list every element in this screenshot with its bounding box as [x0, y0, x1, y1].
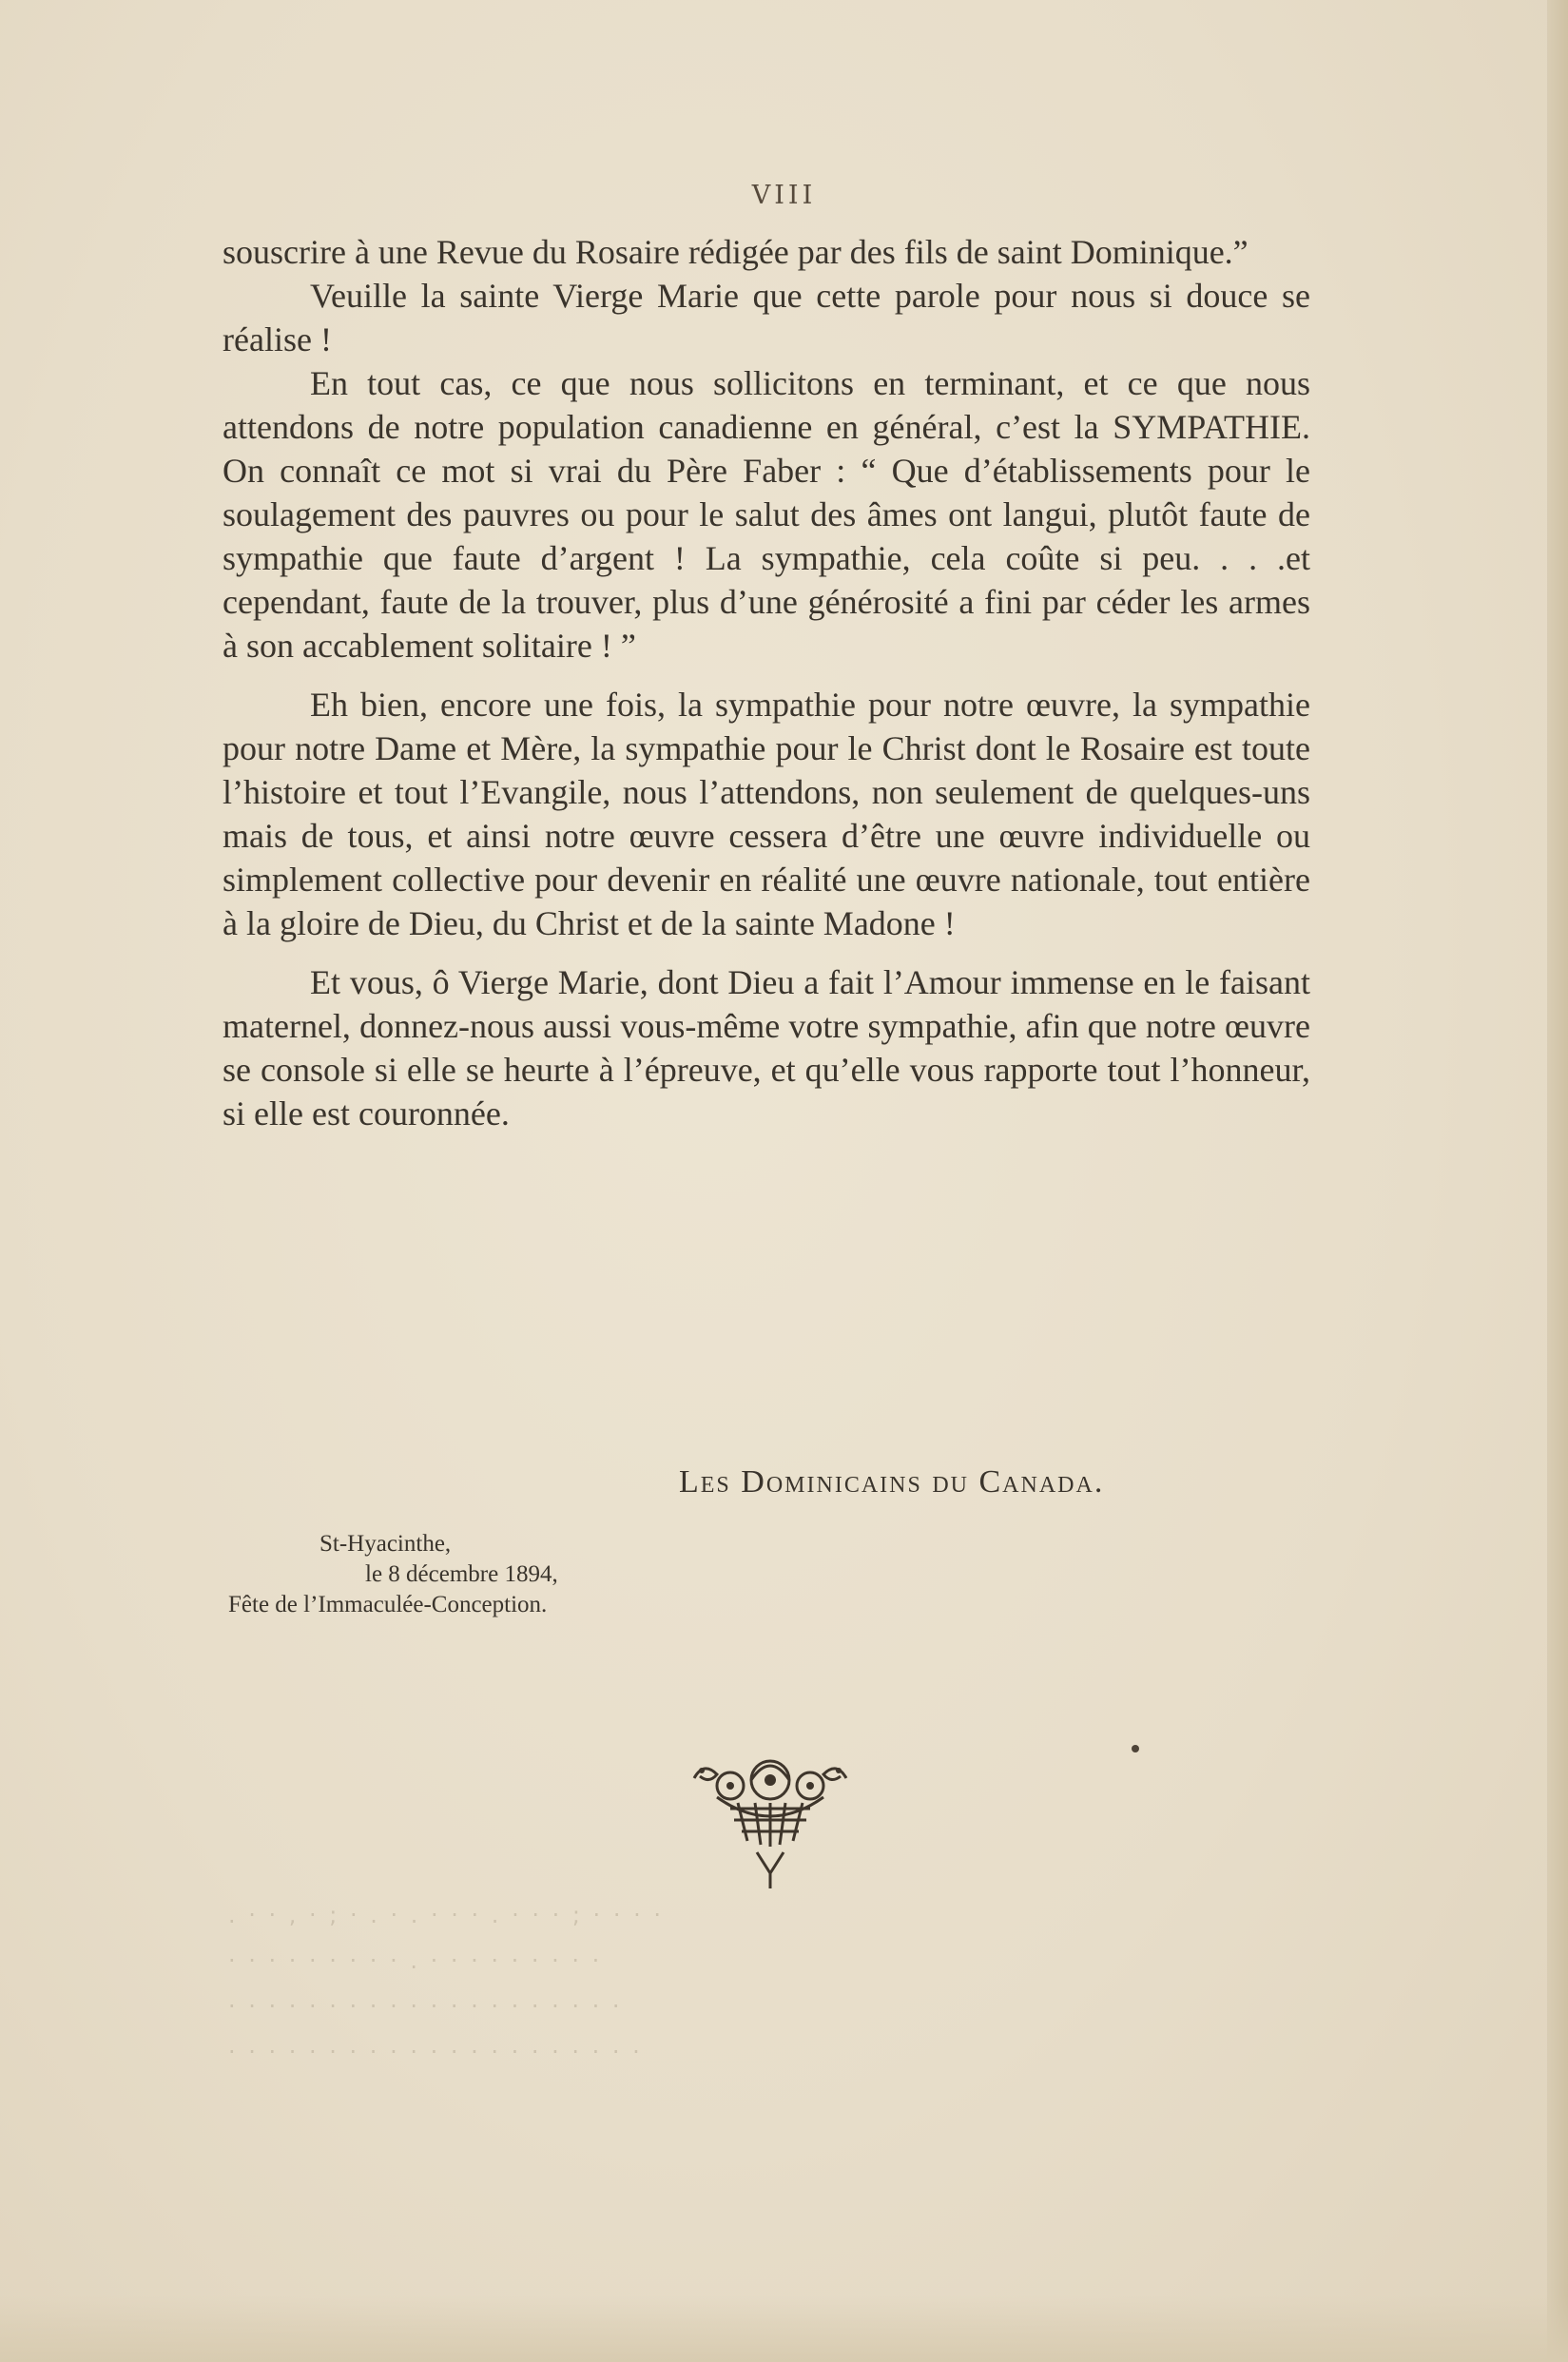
paragraph-3: En tout cas, ce que nous sollicitons en terminant, et ce que nous attendons de notre population canadienne en général, c’est la SYMPATHIE. On connaît ce mot si vrai du Père Faber : “ Que d’établissements pour le soulagement des pauvres ou pour le salut des âmes ont langui, plutôt faute de sympathie que faute d’argent ! La sympathie, cela coûte si peu. . . .et cependant, faute de la trouver, plus d’une générosité a fini par céder les armes à son accablement solitaire ! ”	[223, 364, 1310, 665]
bleed-through-text: . · · , · ; · . · . · · · . · · · ; · · · · · · · · · · · · · . · · · · · · · · · · · · · · · · · · · · · · · · · · · · · · · · · · · · · · · · · · · · · · · · · ·	[228, 1902, 664, 2065]
page-number: VIII	[751, 181, 817, 210]
dateline-place: St-Hyacinthe,	[319, 1531, 452, 1557]
signature: Les Dominicains du Canada.	[679, 1464, 1105, 1500]
dateline-feast: Fête de l’Immaculée-Conception.	[228, 1592, 548, 1617]
paragraph-2: Veuille la sainte Vierge Marie que cette parole pour nous si douce se réalise !	[223, 277, 1310, 358]
floral-vignette-icon	[675, 1750, 865, 1902]
paragraph-5: Et vous, ô Vierge Marie, dont Dieu a fait l’Amour immense en le faisant maternel, donnez-nous aussi vous-même votre sympathie, afin que notre œuvre se console si elle se heurte à l’épreuve, et qu’elle vous rapporte tout l’honneur, si elle est couronnée.	[223, 963, 1310, 1133]
page-bottom-shadow	[0, 2295, 1568, 2362]
ink-speck	[1132, 1745, 1139, 1752]
body-text	[223, 230, 1310, 1135]
page-edge	[1547, 0, 1568, 2362]
dateline	[228, 1529, 558, 1620]
dateline-date: le 8 décembre 1894,	[365, 1561, 558, 1587]
paragraph-1: souscrire à une Revue du Rosaire rédigée par des fils de saint Dominique.”	[223, 233, 1249, 271]
paragraph-4: Eh bien, encore une fois, la sympathie pour notre œuvre, la sympathie pour notre Dame et Mère, la sympathie pour le Christ dont le Rosaire est toute l’histoire et tout l’Evangile, nous l’attendons, non seulement de quelques-uns mais de tous, et ainsi notre œuvre cessera d’être une œuvre individuelle ou simplement collective pour devenir en réalité une œuvre nationale, tout entière à la gloire de Dieu, du Christ et de la sainte Madone !	[223, 686, 1310, 942]
